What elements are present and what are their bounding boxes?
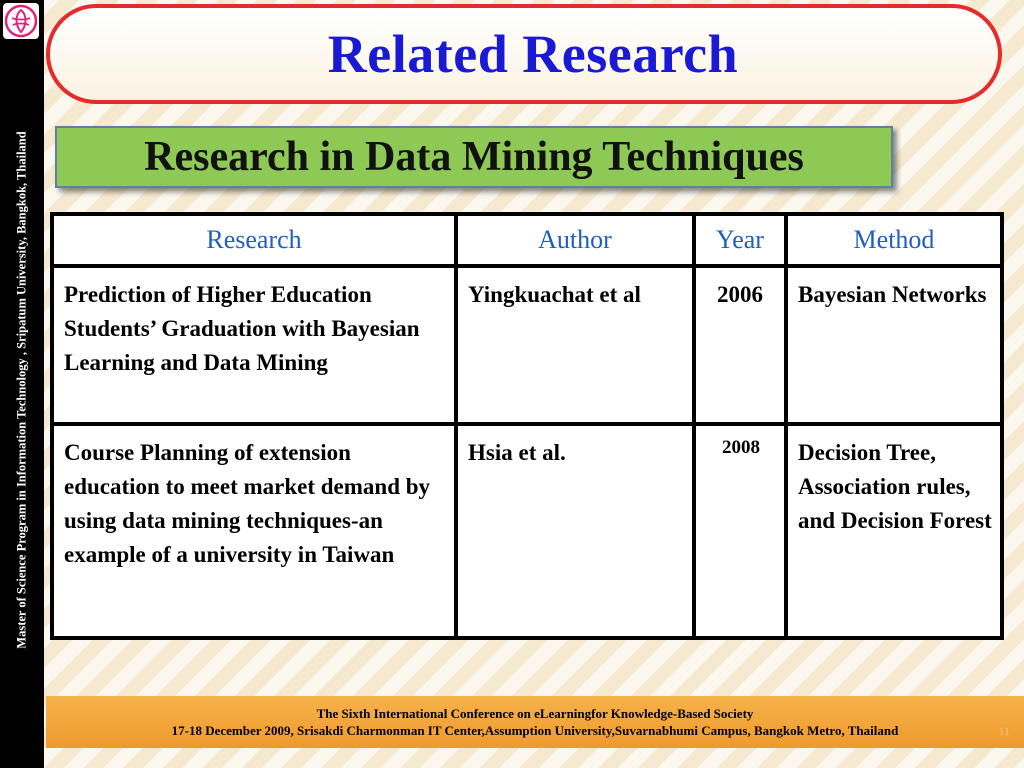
table-row: [52, 424, 1002, 638]
footer-banner: [46, 696, 1024, 748]
left-sidebar: [0, 0, 44, 768]
table-row: [52, 266, 1002, 424]
subtitle-box: [55, 126, 893, 188]
research-table: [50, 212, 1004, 640]
cell-author: Hsia et al.: [456, 424, 694, 638]
header-method: Method: [786, 214, 1002, 266]
header-year: Year: [694, 214, 786, 266]
header-author: Author: [456, 214, 694, 266]
page-number: 11: [998, 724, 1010, 738]
sidebar-program-text: Master of Science Program in Information Technology , Sripatum University, Bangkok, Thailand: [14, 131, 29, 649]
cell-method: Bayesian Networks: [786, 266, 1002, 424]
cell-research: Course Planning of extension education to meet market demand by using data mining techniques-an example of a university in Taiwan: [52, 424, 456, 638]
subtitle: Research in Data Mining Techniques: [144, 134, 804, 180]
title-banner: [46, 4, 1002, 104]
footer-venue-line: 17-18 December 2009, Srisakdi Charmonman IT Center,Assumption University,Suvarnabhumi Campus, Bangkok Metro, Thailand: [171, 723, 899, 738]
cell-author: Yingkuachat et al: [456, 266, 694, 424]
table-header-row: [52, 214, 1002, 266]
page-title: Related Research: [327, 24, 739, 84]
cell-research: Prediction of Higher Education Students’ Graduation with Bayesian Learning and Data Mining: [52, 266, 456, 424]
cell-year: 2008: [694, 424, 786, 638]
footer-conference-line: The Sixth International Conference on eLearningfor Knowledge-Based Society: [316, 706, 754, 721]
university-logo-icon: [3, 3, 39, 39]
cell-method: Decision Tree, Association rules, and Decision Forest: [786, 424, 1002, 638]
header-research: Research: [52, 214, 456, 266]
research-table-container: [50, 212, 1000, 640]
cell-year: 2006: [694, 266, 786, 424]
